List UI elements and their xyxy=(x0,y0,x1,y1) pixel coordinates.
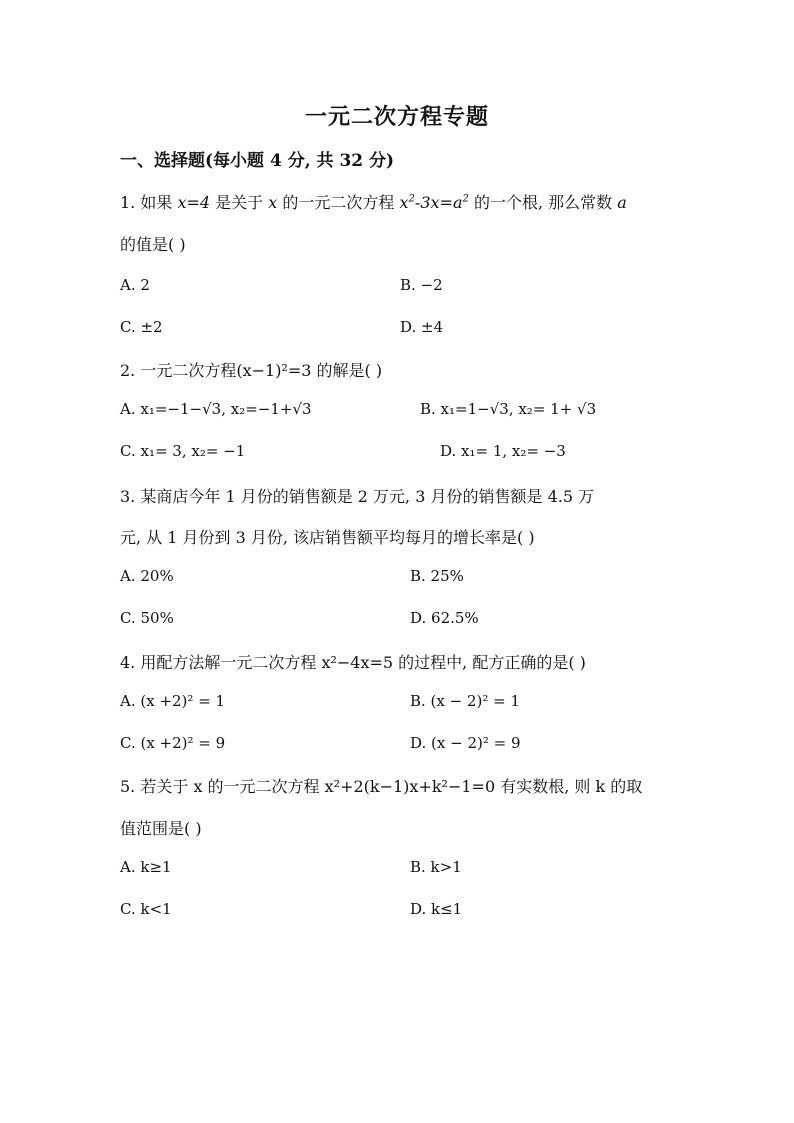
q1-option-b: B. −2 xyxy=(400,276,443,294)
q5-option-a: A. k≥1 xyxy=(120,858,172,876)
question-3-line-2: 元, 从 1 月份到 3 月份, 该店销售额平均每月的增长率是( ) xyxy=(120,528,535,547)
q2-option-d: D. x₁= 1, x₂= −3 xyxy=(440,442,566,460)
q1-text-2: 是关于 xyxy=(215,193,264,212)
q3-option-d: D. 62.5% xyxy=(410,609,479,627)
q4-option-d: D. (x − 2)² = 9 xyxy=(410,734,521,752)
q5-option-c: C. k<1 xyxy=(120,900,172,918)
section-heading: 一、选择题(每小题 4 分, 共 32 分) xyxy=(120,151,395,171)
q1-eq-2: $x^2-3x=a^2$ xyxy=(399,193,469,212)
q4-option-c: C. (x +2)² = 9 xyxy=(120,734,226,752)
q1-option-a: A. 2 xyxy=(120,276,150,294)
q1-text-3: 的一元二次方程 xyxy=(282,193,395,212)
q1-eq-1: x=4 xyxy=(177,193,211,212)
question-4-stem: 4. 用配方法解一元二次方程 x²−4x=5 的过程中, 配方正确的是( ) xyxy=(120,653,586,672)
question-2-stem: 2. 一元二次方程(x−1)²=3 的解是( ) xyxy=(120,361,383,380)
question-5-line-1: 5. 若关于 x 的一元二次方程 x²+2(k−1)x+k²−1=0 有实数根, 则 k 的取 xyxy=(120,777,643,796)
q1-text-1: 如果 xyxy=(140,193,173,212)
question-1-line-2: 的值是( ) xyxy=(120,235,186,254)
question-1-line-1 xyxy=(120,190,627,213)
q1-var-a: a xyxy=(617,193,627,212)
q2-option-a: A. x₁=−1−√3, x₂=−1+√3 xyxy=(120,400,312,418)
q4-option-b: B. (x − 2)² = 1 xyxy=(410,692,521,710)
q2-option-c: C. x₁= 3, x₂= −1 xyxy=(120,442,246,460)
q1-option-d: D. ±4 xyxy=(400,318,444,336)
q5-option-b: B. k>1 xyxy=(410,858,462,876)
q1-var-x: x xyxy=(268,193,278,212)
question-3-line-1: 3. 某商店今年 1 月份的销售额是 2 万元, 3 月份的销售额是 4.5 万 xyxy=(120,487,595,506)
question-5-line-2: 值范围是( ) xyxy=(120,819,202,838)
q5-option-d: D. k≤1 xyxy=(410,900,463,918)
q1-option-c: C. ±2 xyxy=(120,318,163,336)
page-title: 一元二次方程专题 xyxy=(304,104,489,130)
q3-option-b: B. 25% xyxy=(410,567,464,585)
q3-option-a: A. 20% xyxy=(120,567,174,585)
q3-option-c: C. 50% xyxy=(120,609,174,627)
q1-text-4: 的一个根, 那么常数 xyxy=(473,193,613,212)
q4-option-a: A. (x +2)² = 1 xyxy=(120,692,226,710)
q1-number: 1. xyxy=(120,193,136,212)
q2-option-b: B. x₁=1−√3, x₂= 1+ √3 xyxy=(420,400,597,418)
